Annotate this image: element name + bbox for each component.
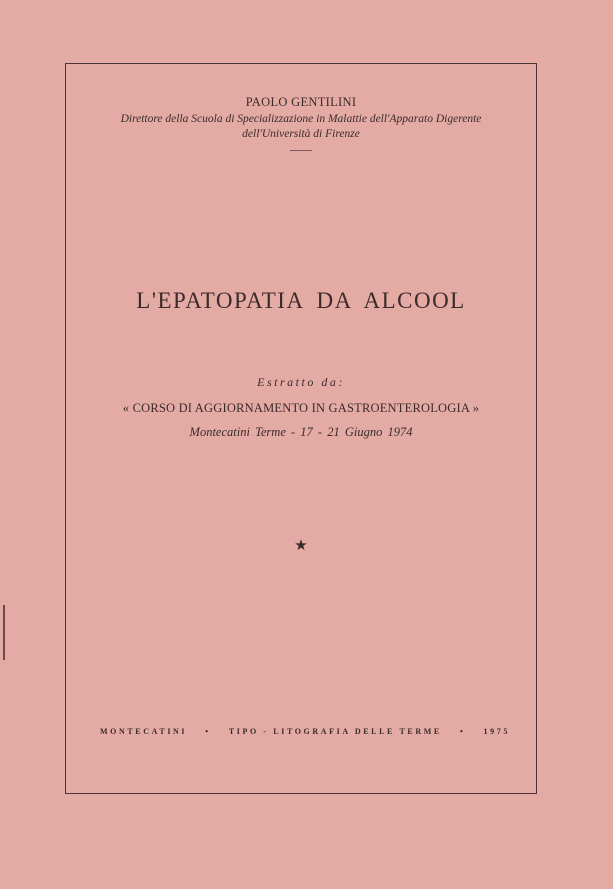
binding-mark [3,605,5,660]
affiliation-line-2: dell'Università di Firenze [242,128,360,140]
author-name: PAOLO GENTILINI [245,95,357,109]
star-ornament-icon: ★ [294,536,308,554]
footer-separator: • [459,727,466,736]
footer-city: MONTECATINI [100,727,188,736]
document-title: L'EPATOPATIA DA ALCOOL [136,288,466,313]
extract-label: Estratto da: [257,375,345,389]
divider [290,150,312,151]
author-affiliation [65,112,537,142]
footer-printer: TIPO - LITOGRAFIA DELLE TERME [228,727,442,736]
location-date: Montecatini Terme - 17 - 21 Giugno 1974 [189,425,413,439]
affiliation-line-1: Direttore della Scuola di Specializzazione in Malattie dell'Apparato Digerente [120,113,482,125]
footer-separator: • [205,727,211,736]
footer-year: 1975 [483,727,510,736]
imprint-footer [100,727,510,736]
source-publication: « CORSO DI AGGIORNAMENTO IN GASTROENTEROLOGIA » [122,401,480,415]
